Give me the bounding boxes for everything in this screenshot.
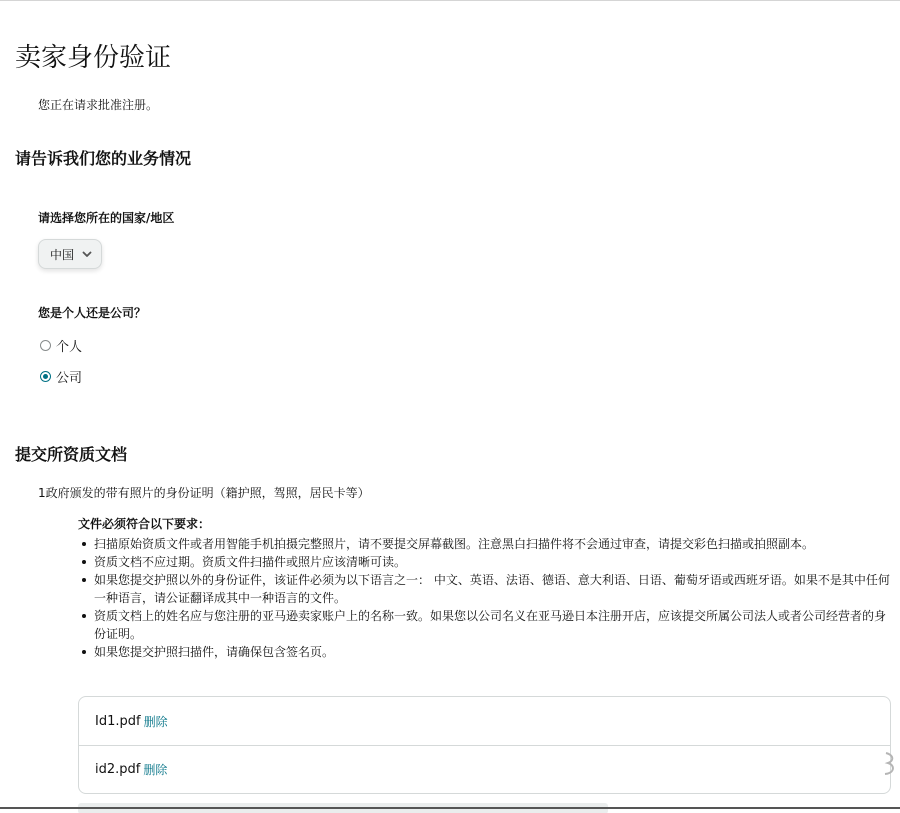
- radio-company-label: 公司: [56, 371, 83, 386]
- bottom-divider: [0, 807, 900, 809]
- country-select[interactable]: [38, 239, 102, 269]
- radio-company[interactable]: [40, 367, 82, 386]
- page-subtitle: 您正在请求批准注册。: [38, 98, 159, 112]
- radio-icon: [40, 371, 51, 382]
- country-label: 请选择您所在的国家/地区: [38, 211, 175, 225]
- file-name: Id1.pdf: [95, 713, 141, 729]
- requirement-item: 资质文档不应过期。资质文件扫描件或照片应该清晰可读。: [94, 553, 893, 571]
- requirements-title: 文件必须符合以下要求：: [78, 517, 211, 531]
- radio-icon: [40, 340, 51, 351]
- uploaded-file-list: [78, 696, 891, 794]
- requirement-item: 资质文档上的姓名应与您注册的亚马逊卖家账户上的名称一致。如果您以公司名义在亚马逊日本注册开店，应该提交所属公司法人或者公司经营者的身份证明。: [94, 607, 893, 643]
- documents-section-heading: 提交所资质文档: [15, 445, 128, 464]
- file-row: [79, 745, 890, 793]
- business-section-heading: 请告诉我们您的业务情况: [15, 149, 192, 168]
- radio-individual-label: 个人: [56, 340, 83, 355]
- edge-decoration: [880, 749, 900, 777]
- file-row: [79, 697, 890, 745]
- file-name: id2.pdf: [95, 762, 141, 777]
- delete-file-link[interactable]: 删除: [143, 714, 168, 729]
- requirements-list: [78, 535, 893, 661]
- delete-file-link[interactable]: 删除: [143, 763, 168, 777]
- document-item-title: 1政府颁发的带有照片的身份证明（籍护照，驾照，居民卡等）: [38, 486, 370, 500]
- requirement-item: 如果您提交护照扫描件，请确保包含签名页。: [94, 643, 893, 661]
- radio-individual[interactable]: [40, 336, 82, 355]
- entity-type-label: 您是个人还是公司？: [38, 306, 147, 320]
- requirements-block: [78, 516, 893, 661]
- requirement-item: 扫描原始资质文件或者用智能手机拍摄完整照片，请不要提交屏幕截图。注意黑白扫描件将不会通过审查，请提交彩色扫描或拍照副本。: [94, 535, 893, 553]
- chevron-down-icon: [81, 248, 93, 260]
- page-title: 卖家身份验证: [15, 43, 172, 73]
- requirement-item: 如果您提交护照以外的身份证件，该证件必须为以下语言之一： 中文、英语、法语、德语、意大利语、日语、葡萄牙语或西班牙语。如果不是其中任何一种语言，请公证翻译成其中一种语言的文件。: [94, 571, 893, 607]
- country-select-value: 中国: [50, 247, 75, 262]
